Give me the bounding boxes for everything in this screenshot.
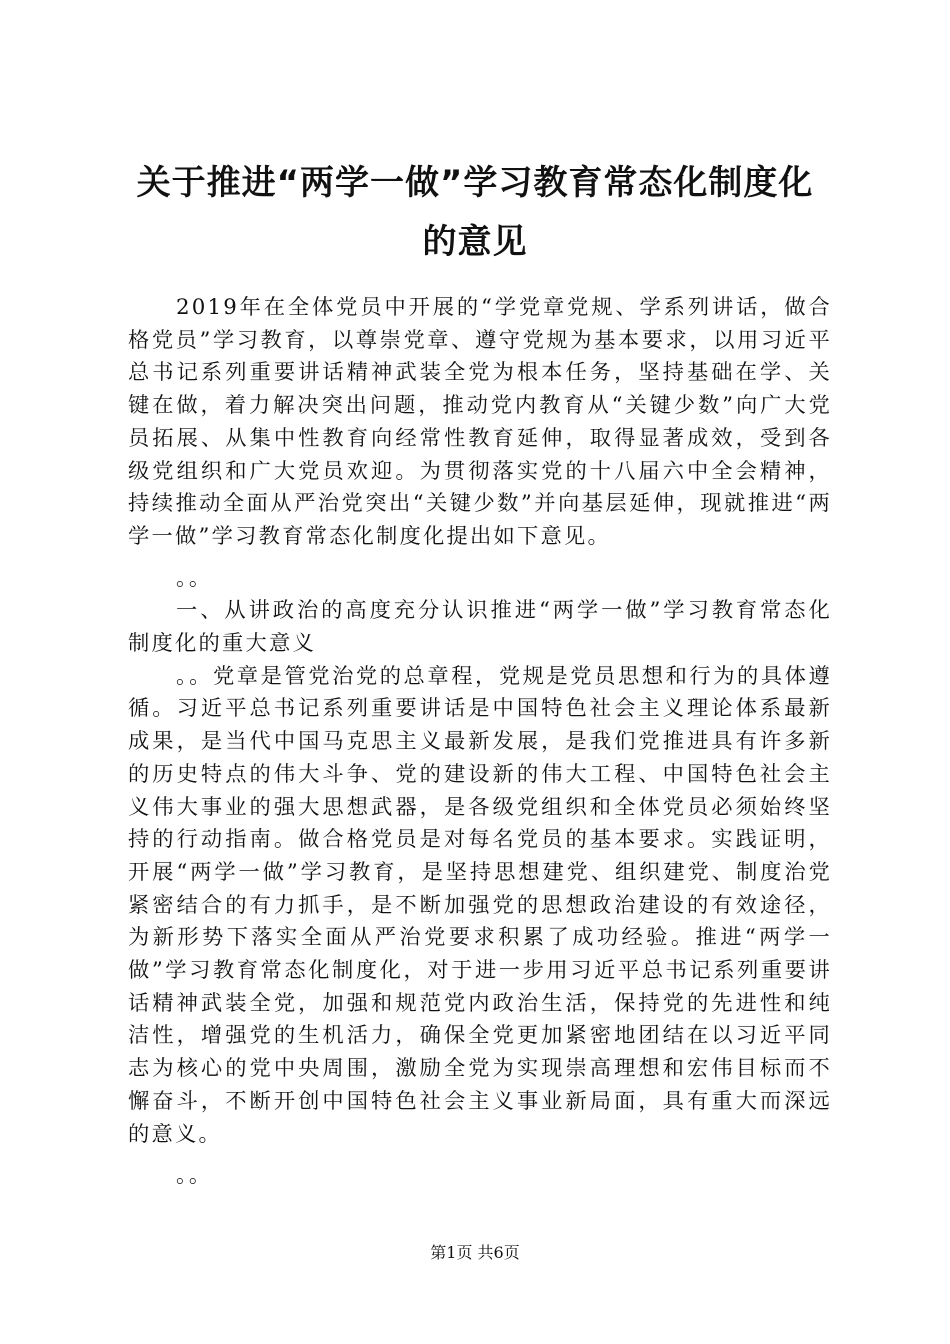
document-title-line-1: 关于推进“两学一做”学习教育常态化制度化 [136,163,814,203]
section-heading-1: 一、从讲政治的高度充分认识推进“两学一做”学习教育常态化制度化的重大意义 [128,598,832,657]
document-title-line-2: 的意见 [422,222,528,262]
paragraph-separator: 。。 [176,565,213,591]
paragraph-separator: 。。 [176,1163,213,1189]
paragraph-significance: 。。党章是管党治党的总章程，党规是党员思想和行为的具体遵循。习近平总书记系列重要讲话是中国特色社会主义理论体系最新成果，是当代中国马克思主义最新发展，是我们党推进具有许多新的历史特点的伟大斗争、党的建设新的伟大工程、中国特色社会主义伟大事业的强大思想武器，是各级党组织和全体党员必须始终坚持的行动指南。做合格党员是对每名党员的基本要求。实践证明，开展“两学一做”学习教育，是坚持思想建党、组织建党、制度治党紧密结合的有力抓手，是不断加强党的思想政治建设的有效途径，为新形势下落实全面从严治党要求积累了成功经验。推进“两学一做”学习教育常态化制度化，对于进一步用习近平总书记系列重要讲话精神武装全党，加强和规范党内政治生活，保持党的先进性和纯洁性，增强党的生机活力，确保全党更加紧密地团结在以习近平同志为核心的党中央周围，激励全党为实现崇高理想和宏伟目标而不懈奋斗，不断开创中国特色社会主义事业新局面，具有重大而深远的意义。 [128,663,832,1147]
page-number-footer: 第1页 共6页 [430,1243,520,1262]
paragraph-intro: 2019年在全体党员中开展的“学党章党规、学系列讲话，做合格党员”学习教育，以尊崇党章、遵守党规为基本要求，以用习近平总书记系列重要讲话精神武装全党为根本任务，坚持基础在学、关键在做，着力解决突出问题，推动党内教育从“关键少数”向广大党员拓展、从集中性教育向经常性教育延伸，取得显著成效，受到各级党组织和广大党员欢迎。为贯彻落实党的十八届六中全会精神，持续推动全面从严治党突出“关键少数”并向基层延伸，现就推进“两学一做”学习教育常态化制度化提出如下意见。 [128,295,832,549]
document-body [128,292,832,1193]
